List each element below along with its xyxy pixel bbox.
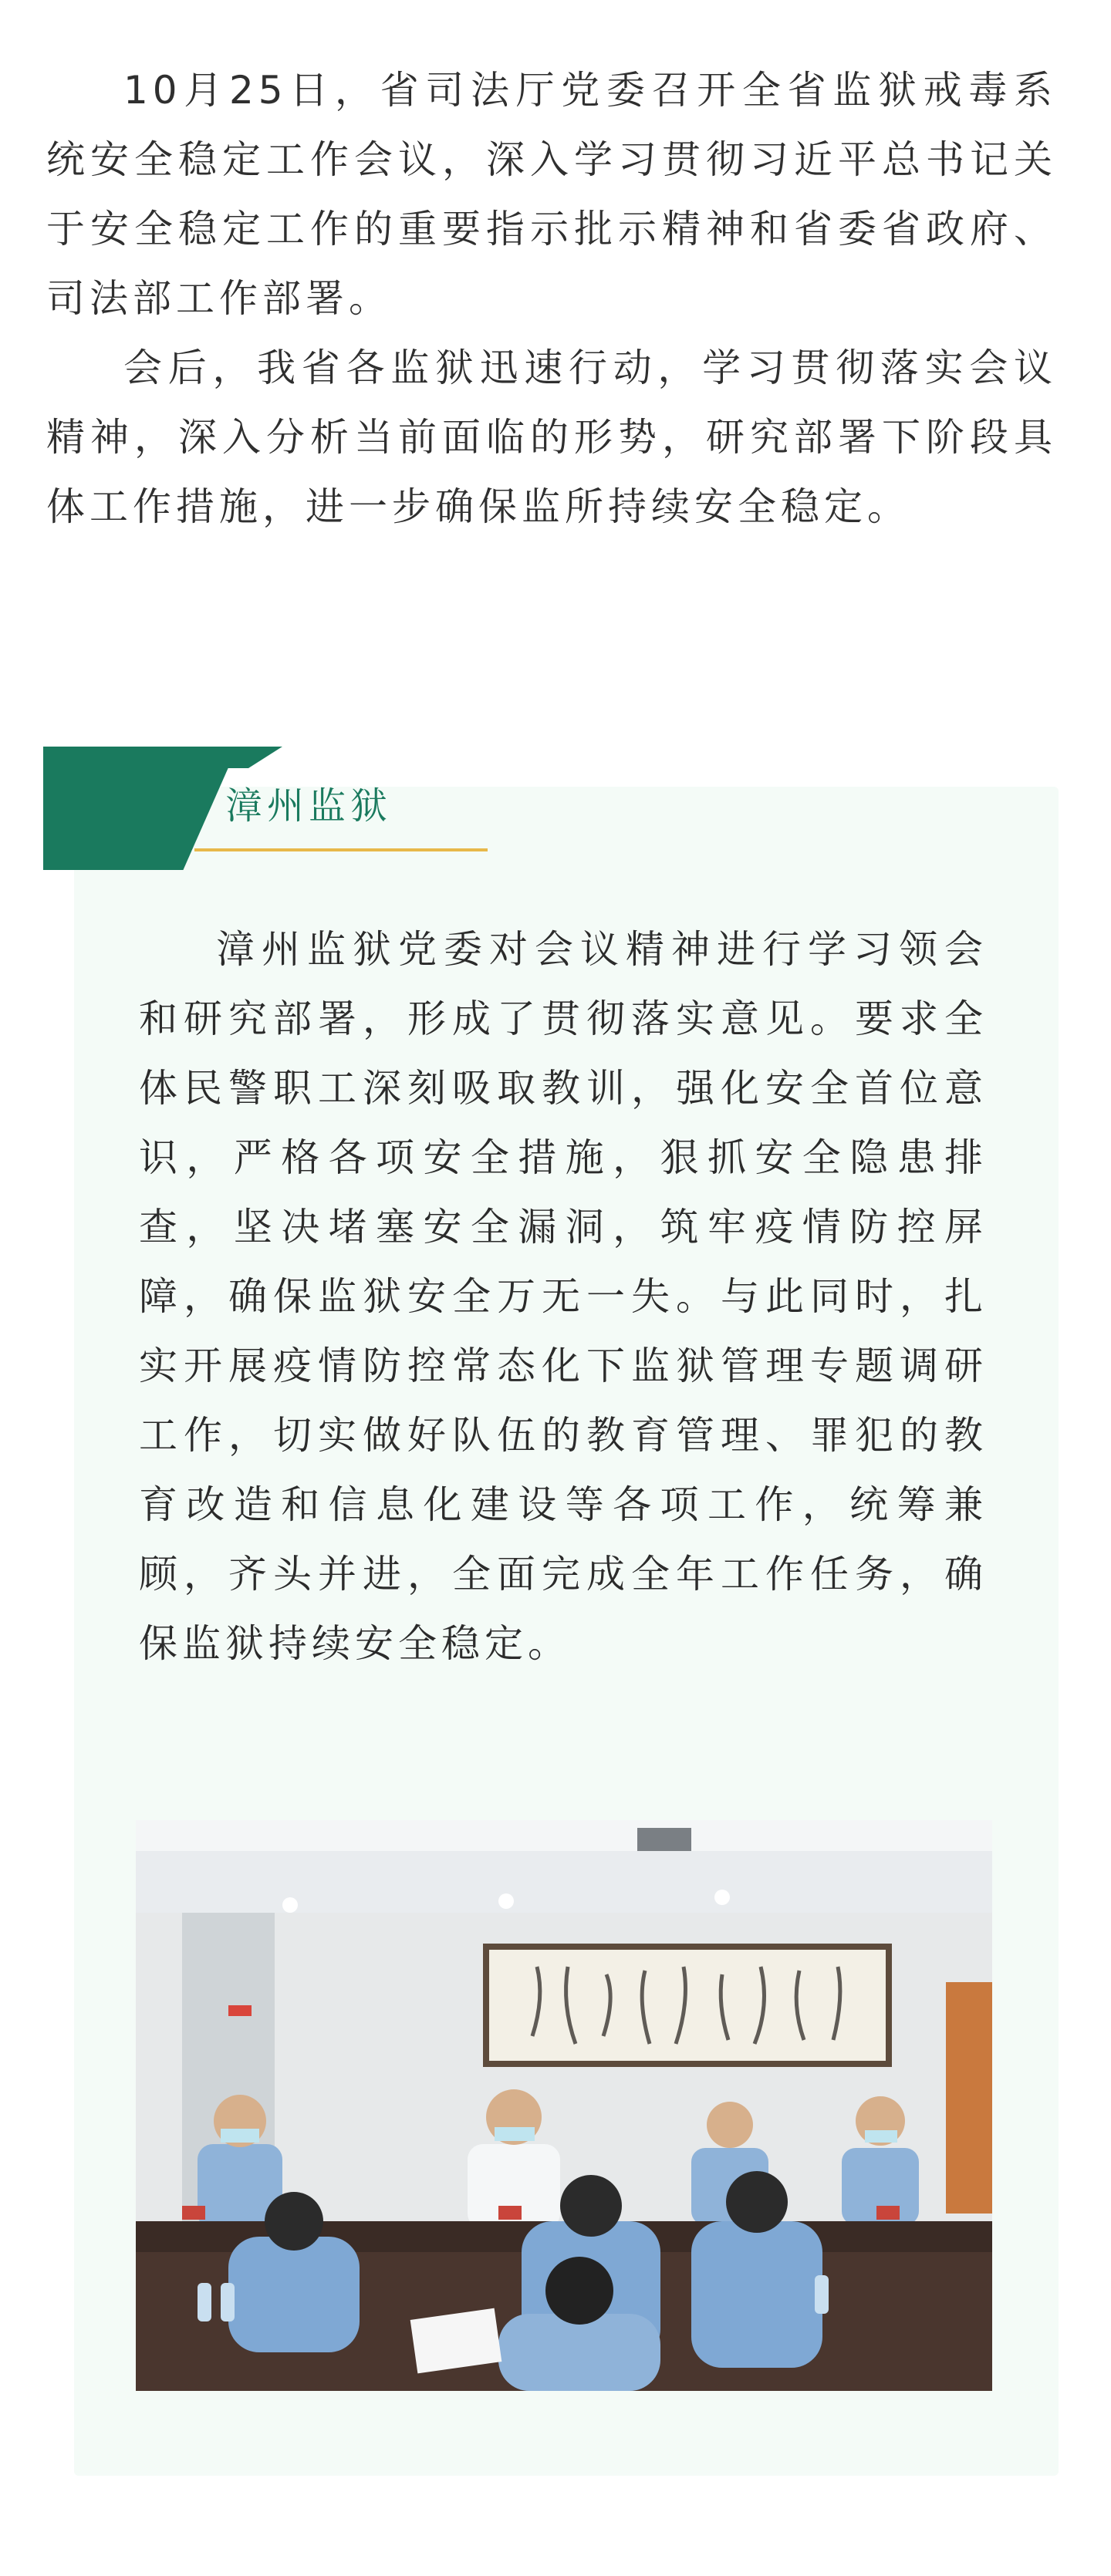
section-title-underline xyxy=(194,848,488,851)
section-body xyxy=(139,915,988,1678)
section-title: 漳州监狱 xyxy=(225,784,393,828)
meeting-photo-illustration xyxy=(136,1820,992,2391)
intro-text xyxy=(46,56,1057,541)
section-header xyxy=(43,747,1046,878)
section-paragraph: 漳州监狱党委对会议精神进行学习领会和研究部署，形成了贯彻落实意见。要求全体民警职工深刻吸取教训，强化安全首位意识，严格各项安全措施，狠抓安全隐患排查，坚决堵塞安全漏洞，筑牢疫情防控屏障，确保监狱安全万无一失。与此同时，扎实开展疫情防控常态化下监狱管理专题调研工作，切实做好队伍的教育管理、罪犯的教育改造和信息化建设等各项工作，统筹兼顾，齐头并进，全面完成全年工作任务，确保监狱持续安全稳定。 xyxy=(139,927,988,1666)
meeting-photo xyxy=(136,1820,992,2391)
intro-paragraph-1: 10月25日，省司法厅党委召开全省监狱戒毒系统安全稳定工作会议，深入学习贯彻习近平总书记关于安全稳定工作的重要指示批示精神和省委省政府、司法部工作部署。 xyxy=(46,68,1057,321)
intro-paragraph-2: 会后，我省各监狱迅速行动，学习贯彻落实会议精神，深入分析当前面临的形势，研究部署下阶段具体工作措施，进一步确保监所持续安全稳定。 xyxy=(46,346,1057,529)
section-header-band-notch xyxy=(198,747,282,768)
